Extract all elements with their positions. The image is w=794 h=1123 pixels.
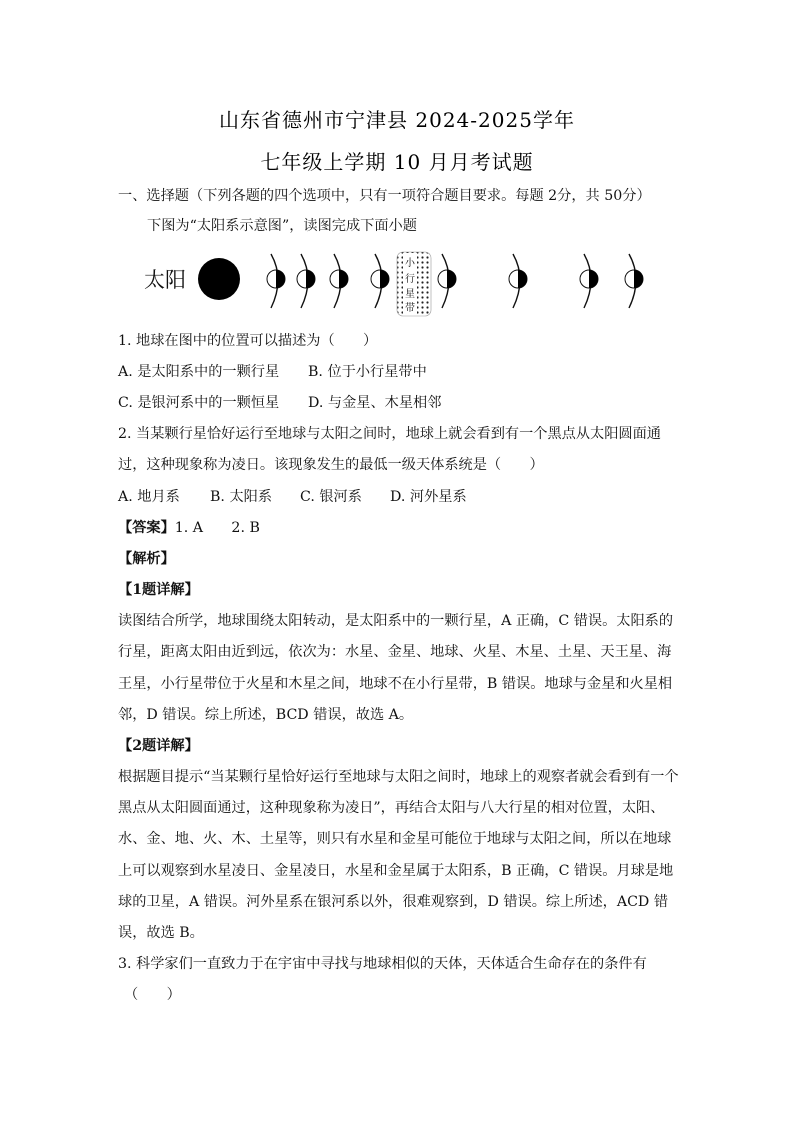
- q2-stem-line-2: 过，这种现象称为凌日。该现象发生的最低一级天体系统是（ ）: [118, 457, 544, 473]
- q1-option-d: D. 与金星、木星相邻: [308, 395, 442, 411]
- answer-text: 1. A 2. B: [174, 520, 260, 536]
- answer-label: 【答案】: [118, 520, 175, 536]
- detail-1-line: 王星，小行星带位于火星和木星之间，地球不在小行星带，B 错误。地球与金星和火星相: [118, 676, 673, 692]
- analysis-label: 【解析】: [118, 551, 175, 567]
- detail-2-label: 【2题详解】: [118, 738, 199, 754]
- planet-shadow: [276, 270, 285, 288]
- belt-char-1: 小: [405, 258, 415, 269]
- planet-group: [267, 254, 643, 308]
- page-title-line-1: 山东省德州市宁津县 2024-2025学年: [219, 108, 575, 132]
- belt-char-4: 带: [405, 303, 415, 314]
- asteroid-belt: [397, 252, 431, 316]
- q2-option-b: B. 太阳系: [210, 489, 273, 505]
- answer-line: [118, 518, 678, 538]
- sun-label: 太阳: [144, 268, 186, 292]
- q1-option-b: B. 位于小行星带中: [308, 364, 427, 380]
- section-heading: 一、选择题（下列各题的四个选项中，只有一项符合题目要求。每题 2分，共 50分）: [118, 188, 651, 204]
- detail-1-line: 行星，距离太阳由近到远，依次为：水星、金星、地球、火星、木星、土星、天王星、海: [118, 644, 672, 660]
- belt-char-2: 行: [405, 274, 415, 285]
- q2-option-d: D. 河外星系: [390, 489, 467, 505]
- planet-shadow: [306, 270, 315, 288]
- planet-shadow: [518, 270, 527, 288]
- q1-options-row-1: [118, 362, 678, 382]
- diagram-intro: 下图为“太阳系示意图”，读图完成下面小题: [147, 218, 417, 234]
- detail-2-line: 根据题目提示“当某颗行星恰好运行至地球与太阳之间时，地球上的观察者就会看到有一个: [118, 769, 679, 785]
- detail-1-line: 读图结合所学，地球围绕太阳转动，是太阳系中的一颗行星，A 正确，C 错误。太阳系的: [118, 613, 674, 629]
- q2-stem-line-1: 2. 当某颗行星恰好运行至地球与太阳之间时，地球上就会看到有一个黑点从太阳圆面通: [118, 426, 661, 442]
- detail-2-line: 误，故选 B。: [118, 925, 204, 941]
- detail-2-line: 球的卫星，A 错误。河外星系在银河系以外，很难观察到，D 错误。综上所述，ACD 错: [118, 894, 669, 910]
- q2-options: [118, 487, 678, 507]
- planet-shadow: [589, 270, 598, 288]
- q1-stem: 1. 地球在图中的位置可以描述为（ ）: [118, 333, 378, 349]
- q3-stem-line-2: （ ）: [124, 987, 181, 1003]
- detail-2-line: 黑点从太阳圆面通过，这种现象称为凌日”，再结合太阳与八大行星的相对位置，太阳、: [118, 800, 665, 816]
- page-title-line-2: 七年级上学期 10 月月考试题: [260, 150, 534, 174]
- q2-option-a: A. 地月系: [118, 489, 180, 505]
- detail-2-line: 上可以观察到水星凌日、金星凌日，水星和金星属于太阳系，B 正确，C 错误。月球是地: [118, 863, 674, 879]
- q1-option-c: C. 是银河系中的一颗恒星: [118, 395, 280, 411]
- q2-option-c: C. 银河系: [300, 489, 362, 505]
- q1-options-row-2: [118, 393, 678, 413]
- q1-option-a: A. 是太阳系中的一颗行星: [118, 364, 280, 380]
- belt-char-3: 星: [405, 289, 415, 300]
- detail-1-label: 【1题详解】: [118, 582, 199, 598]
- planet-shadow: [380, 270, 389, 288]
- detail-2-line: 水、金、地、火、木、土星等，则只有水星和金星可能位于地球与太阳之间，所以在地球: [118, 831, 672, 847]
- planet-shadow: [339, 270, 348, 288]
- q3-stem-line-1: 3. 科学家们一直致力于在宇宙中寻找与地球相似的天体，天体适合生命存在的条件有: [118, 956, 647, 972]
- detail-1-line: 邻，D 错误。综上所述，BCD 错误，故选 A。: [118, 707, 414, 723]
- planet-shadow: [634, 270, 643, 288]
- sun-icon: [198, 258, 240, 300]
- planet-shadow: [447, 270, 456, 288]
- solar-system-diagram: [140, 250, 660, 318]
